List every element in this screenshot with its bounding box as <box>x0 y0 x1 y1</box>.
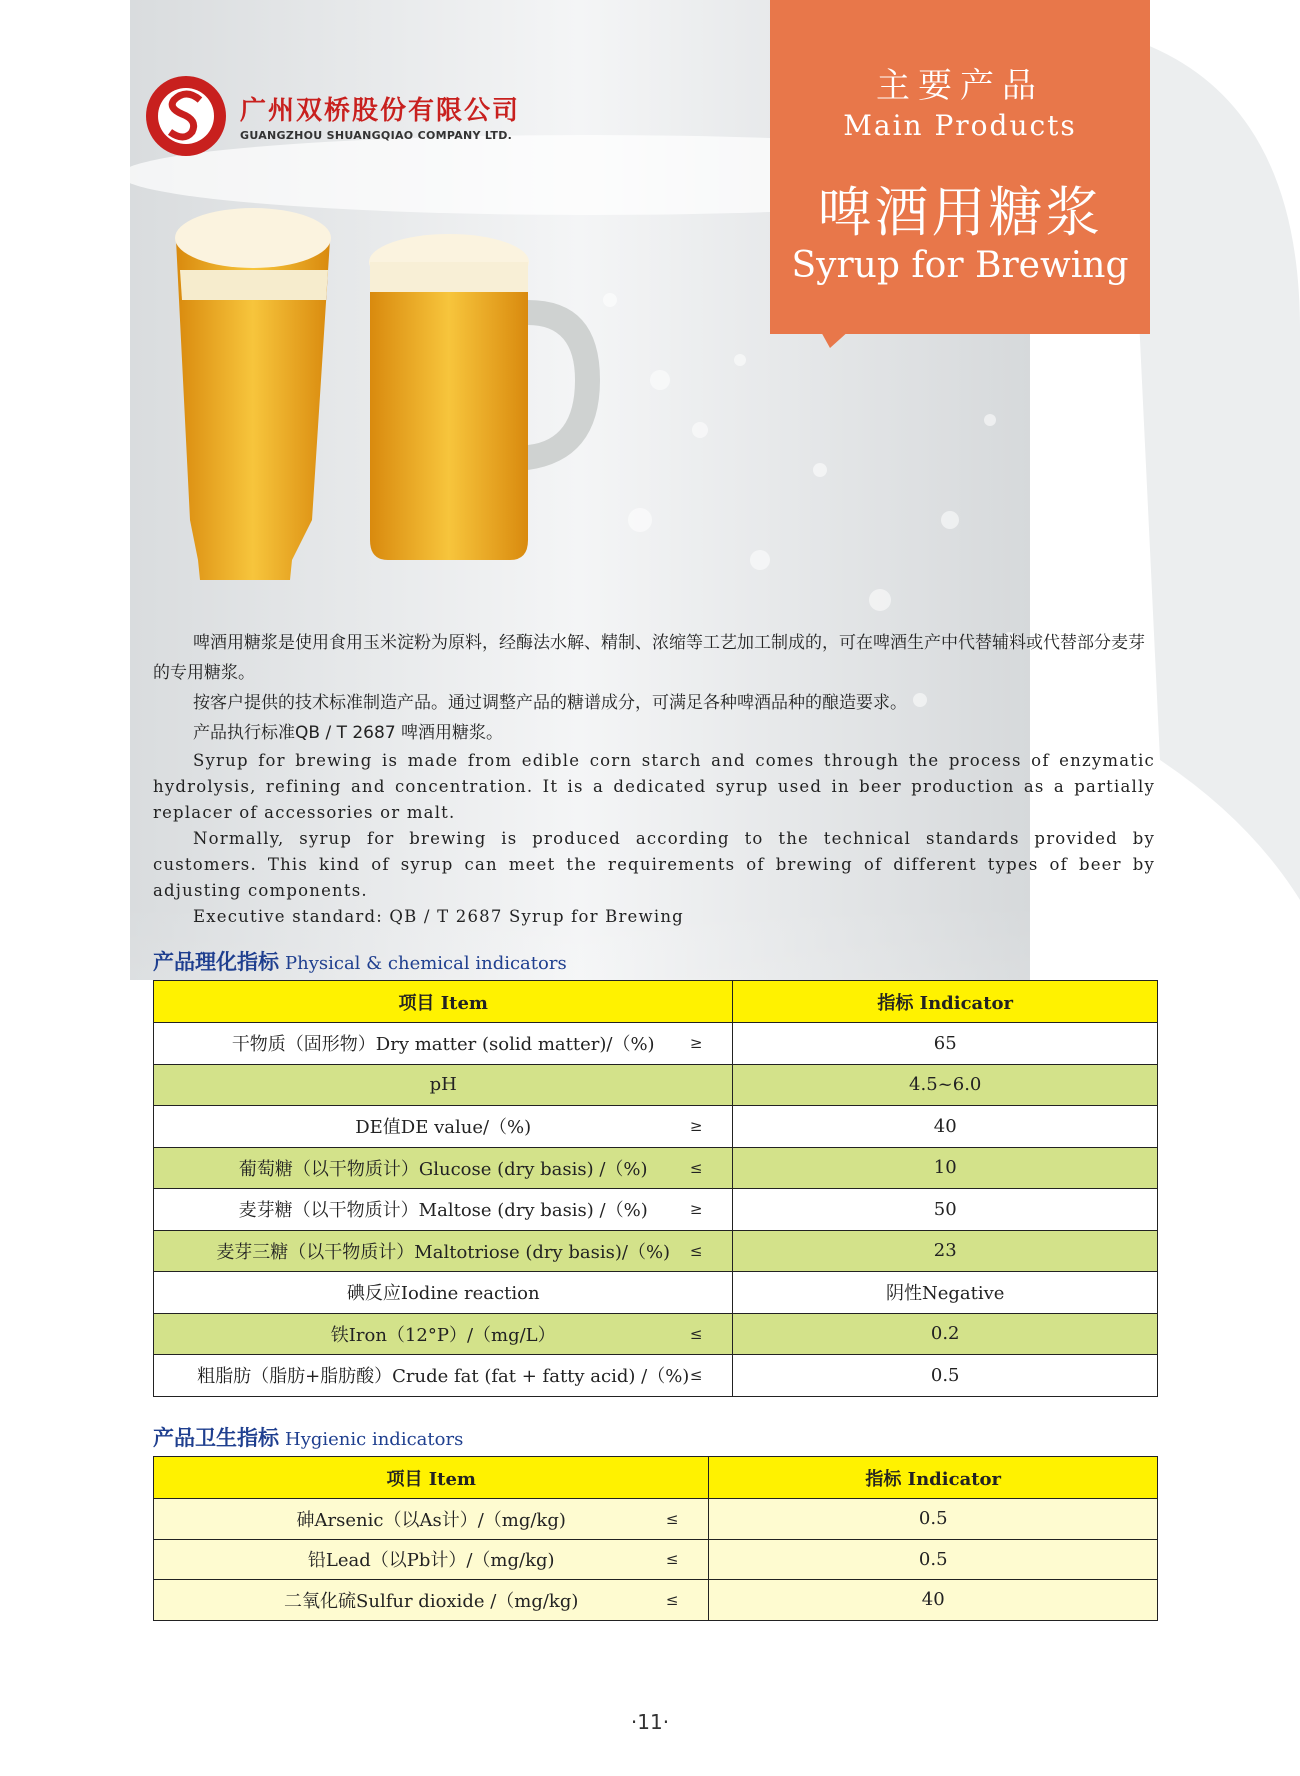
table-row <box>154 1106 1158 1148</box>
comparison-symbol: ≥ <box>689 1200 703 1219</box>
banner-title-cn: 主要产品 <box>876 66 1044 106</box>
item-label: 二氧化硫Sulfur dioxide /（mg/kg) <box>284 1590 579 1612</box>
indicator-value: 40 <box>733 1106 1158 1148</box>
description-cn-2: 按客户提供的技术标准制造产品。通过调整产品的糖谱成分，可满足各种啤酒品种的酿造要求。 <box>193 693 907 713</box>
item-label: 葡萄糖（以干物质计）Glucose (dry basis) /（%) <box>238 1158 648 1180</box>
physchem-section-title <box>153 946 567 976</box>
page-number: ·11· <box>630 1710 670 1734</box>
item-label: 铁Iron（12°P）/（mg/L） <box>330 1324 556 1346</box>
item-label: 干物质（固形物）Dry matter (solid matter)/（%) <box>231 1034 655 1056</box>
indicator-value: 0.5 <box>709 1499 1158 1540</box>
item-cell <box>154 1064 733 1106</box>
table-row <box>154 1580 1158 1621</box>
indicator-value: 0.5 <box>709 1539 1158 1580</box>
physchem-title-en: Physical & chemical indicators <box>285 953 567 974</box>
item-label: 麦芽糖（以干物质计）Maltose (dry basis) /（%) <box>238 1200 648 1222</box>
comparison-symbol: ≤ <box>689 1158 703 1177</box>
shuangqiao-logo-icon <box>142 72 230 160</box>
item-cell <box>154 1355 733 1397</box>
item-label: 麦芽三糖（以干物质计）Maltotriose (dry basis)/（%) <box>216 1241 671 1263</box>
banner-title-en: Main Products <box>843 109 1077 142</box>
indicator-value: 50 <box>733 1189 1158 1231</box>
description-cn-3: 产品执行标准QB / T 2687 啤酒用糖浆。 <box>193 723 504 743</box>
item-cell <box>154 1189 733 1231</box>
table-row <box>154 1355 1158 1397</box>
product-name-en: Syrup for Brewing <box>791 245 1129 286</box>
hygiene-title-cn: 产品卫生指标 <box>153 1426 279 1450</box>
table-row <box>154 1539 1158 1580</box>
product-name-cn: 啤酒用糖浆 <box>817 181 1103 244</box>
indicator-value: 23 <box>733 1230 1158 1272</box>
item-cell <box>154 1580 709 1621</box>
physchem-table <box>153 980 1158 1397</box>
indicator-value: 0.2 <box>733 1313 1158 1355</box>
table-row <box>154 1189 1158 1231</box>
item-cell <box>154 1313 733 1355</box>
item-label: pH <box>429 1074 457 1096</box>
item-label: DE值DE value/（%) <box>355 1117 532 1139</box>
item-cell <box>154 1147 733 1189</box>
description-cn-1: 啤酒用糖浆是使用食用玉米淀粉为原料，经酶法水解、精制、浓缩等工艺加工制成的，可在啤酒生产中代替辅料或代替部分麦芽的专用糖浆。 <box>153 633 1145 683</box>
comparison-symbol: ≤ <box>689 1241 703 1260</box>
item-label: 碘反应Iodine reaction <box>346 1283 540 1305</box>
item-column-header: 项目 Item <box>154 981 733 1023</box>
item-cell <box>154 1230 733 1272</box>
physchem-title-cn: 产品理化指标 <box>153 950 279 974</box>
physchem-header-row <box>154 981 1158 1023</box>
description-en-1: Syrup for brewing is made from edible corn starch and comes through the process of enzymatic hydrolysis, refining and concentration. It is a dedicated syrup used in beer production as a partially replacer of accessories or malt. <box>153 751 1155 822</box>
company-name-cn: 广州双桥股份有限公司 <box>240 96 521 126</box>
table-row <box>154 1499 1158 1540</box>
description-en-2: Normally, syrup for brewing is produced according to the technical standards provided by customers. This kind of syrup can meet the requirements of brewing of different types of beer by adjusting components. <box>153 829 1155 900</box>
indicator-value: 65 <box>733 1023 1158 1065</box>
item-cell <box>154 1499 709 1540</box>
indicator-value: 10 <box>733 1147 1158 1189</box>
indicator-value: 0.5 <box>733 1355 1158 1397</box>
table-row <box>154 1064 1158 1106</box>
item-label: 粗脂肪（脂肪+脂肪酸）Crude fat (fat + fatty acid) /（%) <box>197 1366 690 1388</box>
item-label: 铅Lead（以Pb计）/（mg/kg) <box>307 1550 555 1572</box>
comparison-symbol: ≤ <box>689 1324 703 1343</box>
indicator-value: 40 <box>709 1580 1158 1621</box>
hygiene-header-row <box>154 1457 1158 1499</box>
table-row <box>154 1023 1158 1065</box>
banner-notch <box>820 330 850 348</box>
indicator-column-header: 指标 Indicator <box>709 1457 1158 1499</box>
item-label: 砷Arsenic（以As计）/（mg/kg) <box>296 1509 566 1531</box>
comparison-symbol: ≥ <box>689 1117 703 1136</box>
table-row <box>154 1313 1158 1355</box>
comparison-symbol: ≤ <box>665 1590 679 1609</box>
comparison-symbol: ≤ <box>665 1550 679 1569</box>
indicator-column-header: 指标 Indicator <box>733 981 1158 1023</box>
comparison-symbol: ≥ <box>689 1034 703 1053</box>
item-cell <box>154 1272 733 1314</box>
indicator-value: 阴性Negative <box>733 1272 1158 1314</box>
hygiene-section-title <box>153 1422 463 1452</box>
comparison-symbol: ≤ <box>665 1509 679 1528</box>
hygiene-table <box>153 1456 1158 1621</box>
product-banner <box>770 0 1150 334</box>
table-row <box>154 1230 1158 1272</box>
company-name-en: GUANGZHOU SHUANGQIAO COMPANY LTD. <box>240 129 513 142</box>
hygiene-title-en: Hygienic indicators <box>285 1429 464 1450</box>
item-cell <box>154 1023 733 1065</box>
comparison-symbol: ≤ <box>689 1366 703 1385</box>
product-description <box>153 628 1155 930</box>
description-en-3: Executive standard: QB / T 2687 Syrup for Brewing <box>193 907 684 926</box>
table-row <box>154 1272 1158 1314</box>
item-cell <box>154 1539 709 1580</box>
table-row <box>154 1147 1158 1189</box>
indicator-value: 4.5~6.0 <box>733 1064 1158 1106</box>
item-column-header: 项目 Item <box>154 1457 709 1499</box>
company-logo <box>142 72 520 160</box>
item-cell <box>154 1106 733 1148</box>
